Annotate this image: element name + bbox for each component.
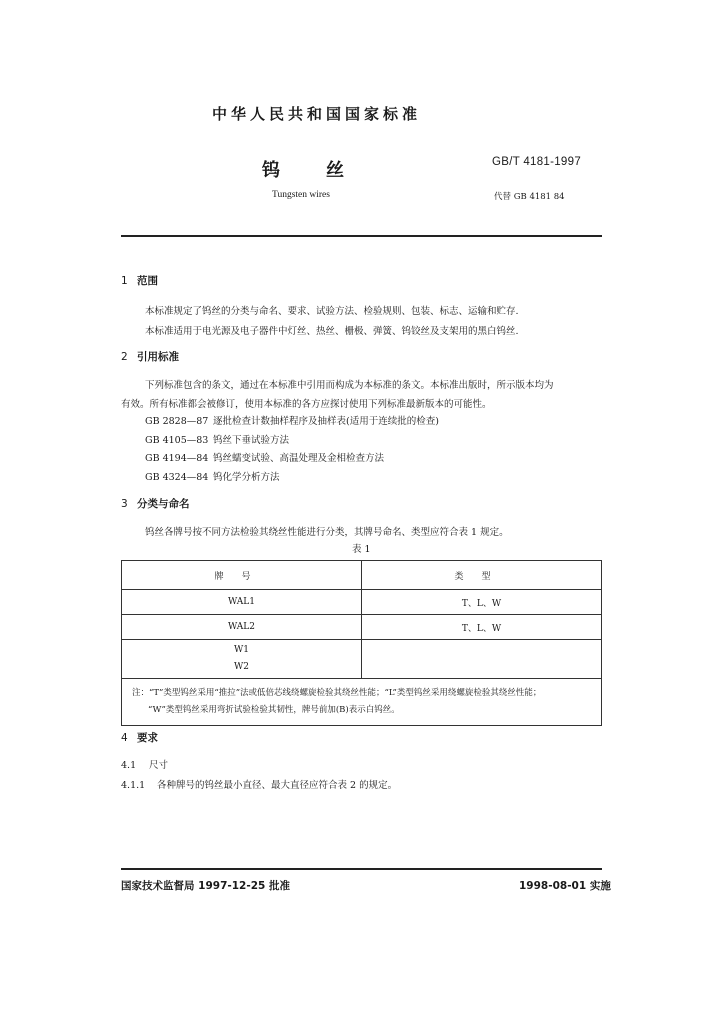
table-note-row	[122, 679, 602, 726]
reference-code: GB 2828—87	[145, 416, 209, 427]
reference-title: 钨丝下垂试验方法	[213, 435, 290, 446]
table-row	[122, 590, 602, 615]
table-1-caption: 表 1	[352, 544, 371, 555]
section-1-para-1: 本标准规定了钨丝的分类与命名、要求、试验方法、检验规则、包装、标志、运输和贮存.	[145, 306, 519, 317]
table-row	[122, 640, 602, 679]
table-1	[121, 560, 602, 726]
subsection-4-1-1: 4.1.1 各种牌号的钨丝最小直径、最大直径应符合表 2 的规定。	[121, 780, 398, 791]
section-4-title: 要求	[137, 732, 158, 744]
standard-number: GB/T 4181-1997	[492, 156, 582, 168]
document-title-cn: 钨丝	[262, 160, 390, 181]
table-cell-grade: W1 W2	[122, 640, 362, 679]
reference-item	[145, 432, 289, 446]
table-cell-type: T、L、W	[362, 590, 602, 615]
section-2-title: 引用标准	[137, 351, 179, 363]
implementation-date: 1998-08-01 实施	[519, 880, 611, 892]
section-1-title: 范围	[137, 275, 158, 287]
reference-item	[145, 469, 280, 483]
section-3-title: 分类与命名	[137, 498, 190, 510]
reference-title: 钨丝蠕变试验、高温处理及金相检查方法	[213, 453, 385, 464]
section-3-para-1: 钨丝各牌号按不同方法检验其绕丝性能进行分类，其牌号命名、类型应符合表 1 规定。	[145, 527, 509, 538]
reference-code: GB 4194—84	[145, 453, 209, 464]
approval-date: 国家技术监督局 1997-12-25 批准	[121, 880, 290, 892]
reference-title: 钨化学分析方法	[213, 472, 280, 483]
replaces-standard: 代替 GB 4181 84	[494, 192, 565, 202]
table-header-row	[122, 561, 602, 590]
table-cell-grade: WAL1	[122, 590, 362, 615]
reference-title: 逐批检查计数抽样程序及抽样表(适用于连续批的检查)	[213, 416, 439, 427]
reference-code: GB 4105—83	[145, 435, 209, 446]
header-divider	[121, 235, 602, 237]
section-2-para-1b: 有效。所有标准都会被修订，使用本标准的各方应探讨使用下列标准最新版本的可能性。	[121, 399, 492, 410]
section-2-para-1a: 下列标准包含的条文，通过在本标准中引用而构成为本标准的条文。本标准出版时，所示版本均为	[145, 380, 554, 391]
document-title-en: Tungsten wires	[272, 190, 330, 200]
footer-divider	[121, 868, 602, 870]
reference-item	[145, 450, 384, 464]
table-header-cell: 类型	[362, 561, 602, 590]
section-4-heading: 4 要求	[121, 732, 158, 744]
section-2-heading: 2 引用标准	[121, 351, 179, 363]
section-1-para-2: 本标准适用于电光源及电子器件中灯丝、热丝、栅极、弹簧、钨铰丝及支架用的黑白钨丝.	[145, 326, 519, 337]
table-cell-type	[362, 640, 602, 679]
reference-code: GB 4324—84	[145, 472, 209, 483]
standard-header-title: 中华人民共和国国家标准	[212, 105, 422, 123]
section-1-heading: 1 范围	[121, 275, 158, 287]
table-cell-type: T、L、W	[362, 615, 602, 640]
table-row	[122, 615, 602, 640]
table-note: 注：“T”类型钨丝采用“推拉”法或低倍芯线绕螺旋检验其绕丝性能；“L”类型钨丝采用绕螺旋检验其绕丝性能； “W”类型钨丝采用弯折试验检验其韧性，牌号前加(B)表示白钨丝。	[122, 679, 602, 726]
subsection-4-1: 4.1 尺寸	[121, 760, 169, 771]
section-3-heading: 3 分类与命名	[121, 498, 190, 510]
table-cell-grade: WAL2	[122, 615, 362, 640]
reference-item	[145, 413, 439, 427]
table-header-cell: 牌号	[122, 561, 362, 590]
